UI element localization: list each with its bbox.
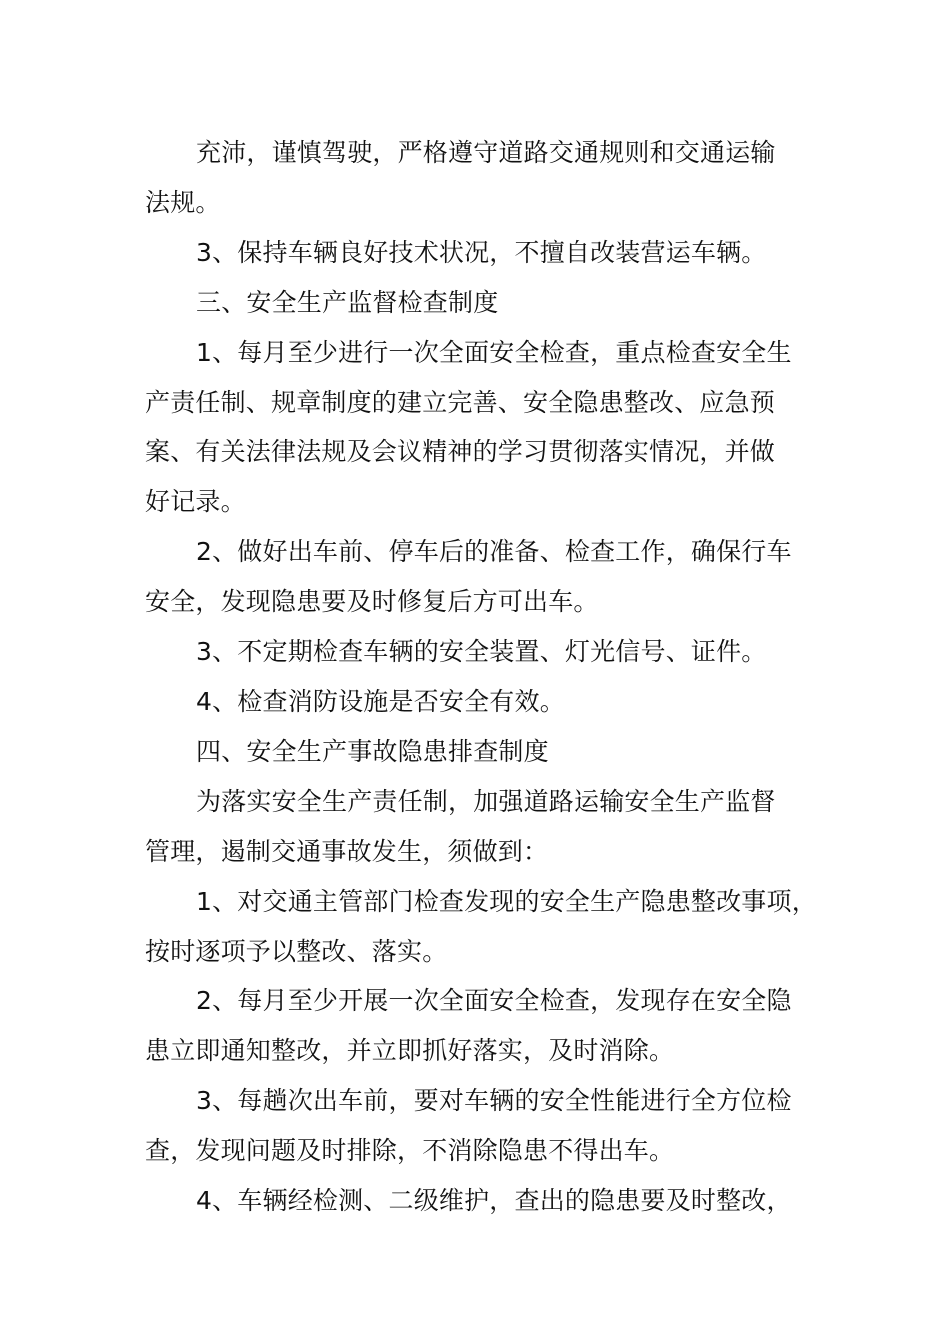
paragraph: 2、每月至少开展一次全面安全检查，发现存在安全隐 患立即通知整改，并立即抓好落实，及时消除。: [145, 986, 792, 1066]
paragraph: 3、不定期检查车辆的安全装置、灯光信号、证件。: [196, 637, 767, 667]
paragraph: 4、车辆经检测、二级维护，查出的隐患要及时整改，: [196, 1186, 792, 1216]
paragraph: 充沛，谨慎驾驶，严格遵守道路交通规则和交通运输 法规。: [145, 138, 776, 217]
paragraph: 1、对交通主管部门检查发现的安全生产隐患整改事项， 按时逐项予以整改、落实。: [145, 886, 817, 966]
paragraph: 2、做好出车前、停车后的准备、检查工作，确保行车 安全，发现隐患要及时修复后方可出车。: [145, 537, 792, 617]
paragraph: 4、检查消防设施是否安全有效。: [196, 686, 565, 716]
paragraph: 1、每月至少进行一次全面安全检查，重点检查安全生 产责任制、规章制度的建立完善、安全隐患整改、应急预 案、有关法律法规及会议精神的学习贯彻落实情况，并做 好记录。: [145, 337, 792, 517]
document-page: [145, 128, 825, 1226]
section-heading: 四、安全生产事故隐患排查制度: [196, 736, 549, 766]
paragraph: 为落实安全生产责任制，加强道路运输安全生产监督 管理，遏制交通事故发生，须做到：: [145, 786, 776, 866]
paragraph: 3、保持车辆良好技术状况，不擅自改装营运车辆。: [196, 237, 767, 267]
paragraph: 3、每趟次出车前，要对车辆的安全性能进行全方位检 查，发现问题及时排除，不消除隐患不得出车。: [145, 1086, 792, 1166]
section-heading: 三、安全生产监督检查制度: [196, 287, 499, 317]
